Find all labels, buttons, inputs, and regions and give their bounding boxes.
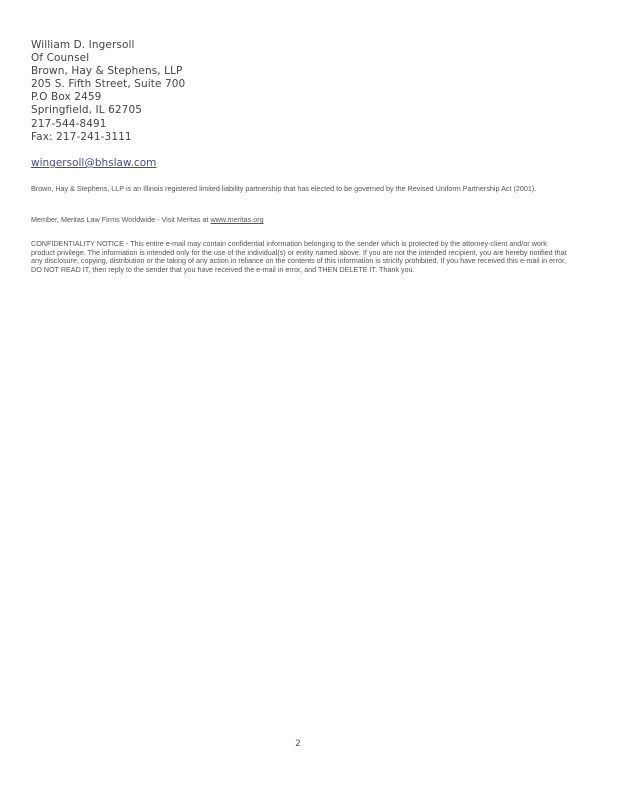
- signature-phone: 217-544-8491: [31, 117, 107, 130]
- email-signature: [31, 39, 331, 144]
- legal-notice: Brown, Hay & Stephens, LLP is an Illinois registered limited liability partnership that has elected to be governed by the Revised Uniform Partnership Act (2001).: [31, 184, 537, 193]
- page-number: 2: [295, 739, 301, 749]
- meritas-link[interactable]: www.meritas.org: [210, 215, 264, 224]
- member-text: Member, Meritas Law Firms Worldwide - Visit Meritas at: [31, 215, 211, 224]
- signature-street: 205 S. Fifth Street, Suite 700: [31, 78, 186, 91]
- signature-title: Of Counsel: [31, 52, 90, 65]
- signature-name: William D. Ingersoll: [31, 39, 135, 51]
- member-notice: [31, 216, 576, 225]
- signature-fax: Fax: 217-241-3111: [31, 130, 132, 143]
- signature-city: Springfield, IL 62705: [31, 104, 143, 117]
- confidentiality-notice: CONFIDENTIALITY NOTICE - This entire e-mail may contain confidential information belonging to the sender which is protected by the attorney-client and/or work product privilege. The information is intended only for the use of the individual(s) or entity named above. If you are not the intended recipient, you are hereby notified that any disclosure, copying, distribution or the taking of any action in reliance on the contents of this information is strictly prohibited. If you have received this e-mail in error, DO NOT READ IT, then reply to the sender that you have received the e-mail in error, and THEN DELETE IT. Thank you.: [31, 239, 567, 274]
- signature-email-link[interactable]: wingersoll@bhslaw.com: [31, 157, 157, 169]
- signature-po-box: P.O Box 2459: [31, 91, 102, 104]
- signature-firm: Brown, Hay & Stephens, LLP: [31, 65, 183, 78]
